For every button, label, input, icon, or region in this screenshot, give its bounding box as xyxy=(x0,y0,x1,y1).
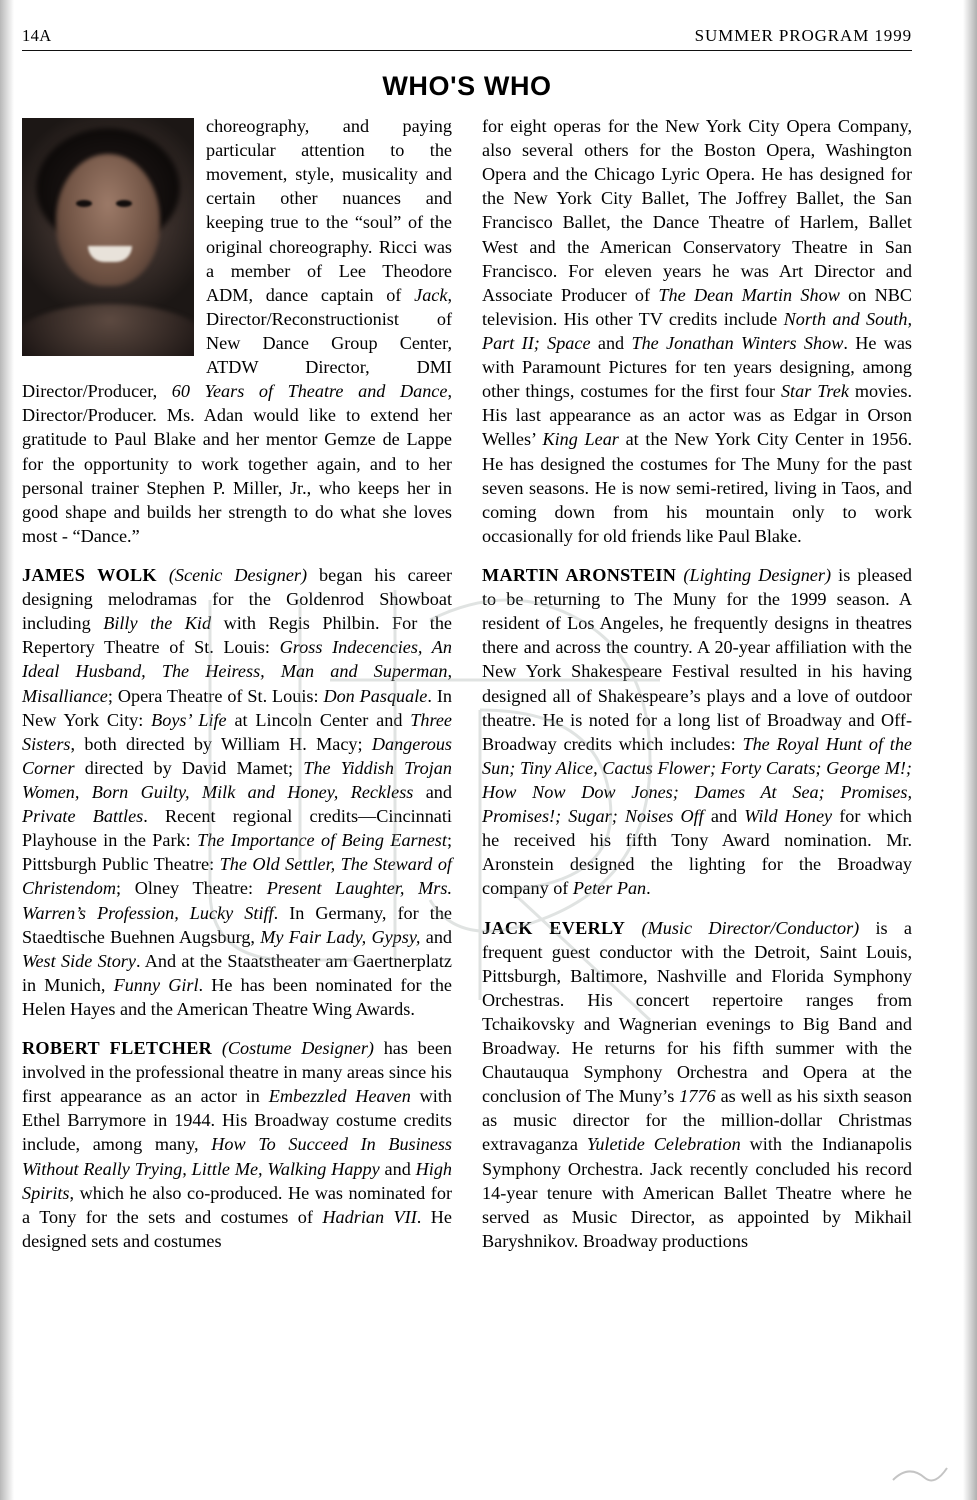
fletcher-text-4: , which he also co-produced. He was nominated for a Tony for the sets and costumes of xyxy=(22,1182,452,1227)
ricci-text-3: , Director/Producer. Ms. Adan would like to extend her gratitude to Paul Blake and her mentor Gemze de Lappe for the opportunity to work together again, and to her personal trainer Stephen P. Miller, Jr., who keeps her in good shape and builds her strength to do what she loves most - “Dance.” xyxy=(22,381,452,546)
fletcher-cont-text-4: . He was with Paramount Pictures for ten years designing, among other things, costumes for the first four xyxy=(482,332,913,402)
photo-eye-left xyxy=(76,200,92,207)
photo-shoulders-shape xyxy=(22,304,194,356)
wolk-title-12: My Fair Lady, Gypsy, xyxy=(260,926,421,947)
performer-headshot-photo xyxy=(22,118,194,356)
wolk-title-11: Present Laughter, Mrs. Warren’s Profession, Lucky Stiff xyxy=(22,878,452,923)
fletcher-cont-title-4: Star Trek xyxy=(780,381,849,402)
everly-text-3: with the Indianapolis Symphony Orchestra. Jack recently concluded his record 14-year tenure with American Ballet Theatre where he served as Music Director, as appointed by Mikhail Baryshnikov. Broadway productions xyxy=(482,1134,913,1251)
ricci-text-1: choreography, and paying particular attention to the movement, style, musicality and certain other nuances and keeping true to the “soul” of the original choreography. Ricci was a member of Lee Theodore ADM, dance captain of xyxy=(206,116,452,305)
ricci-text-2: , Director/Reconstructionist of New Dance Group Center, ATDW Director, DMI Director/Producer, xyxy=(22,284,452,402)
bio-role-martin-aronstein: (Lighting Designer) xyxy=(683,564,832,585)
everly-title-1: 1776 xyxy=(679,1086,716,1107)
wolk-title-3: Don Pasquale xyxy=(323,685,428,706)
wolk-text-2: with Regis Philbin. For the Repertory Theatre of St. Louis: xyxy=(22,613,453,658)
wolk-text-11: ; Olney Theatre: xyxy=(115,878,267,899)
fletcher-cont-title-2: North and South, Part II; Space xyxy=(482,308,912,353)
page-title: WHO'S WHO xyxy=(382,71,552,101)
photo-face-shape xyxy=(56,154,160,286)
fletcher-cont-text-2: on NBC television. His other TV credits include xyxy=(482,284,912,329)
page-folio: 14A xyxy=(22,26,52,45)
bio-role-jack-everly: (Music Director/Conductor) xyxy=(641,917,860,938)
wolk-text-7: directed by David Mamet; xyxy=(74,757,304,778)
wolk-text-6: , both directed by William H. Macy; xyxy=(70,733,372,754)
wolk-text-5: at Lincoln Center and xyxy=(226,709,411,730)
page-header xyxy=(22,26,912,51)
fletcher-cont-title-5: King Lear xyxy=(542,429,619,450)
wolk-title-10: The Old Settler, The Steward of Christendom xyxy=(22,854,452,899)
right-column xyxy=(482,114,912,1253)
two-column-body xyxy=(22,114,912,1253)
wolk-text-13: and xyxy=(420,926,453,947)
ricci-title-sixty-years: 60 Years of Theatre and Dance xyxy=(171,381,448,402)
wolk-title-7: The Yiddish Trojan Women, Born Guilty, Milk and Honey, Reckless xyxy=(22,757,452,802)
wolk-title-4: Boys’ Life xyxy=(151,709,227,730)
photo-eye-right xyxy=(116,200,132,207)
wolk-text-1: began his career designing melodramas for the Goldenrod Showboat including xyxy=(22,564,453,634)
fletcher-text-1: has been involved in the professional theatre in many areas since his first appearance as an actor in xyxy=(22,1038,453,1107)
aronstein-text-1: is pleased to be returning to The Muny for the 1999 season. A resident of Los Angeles, he frequently designs in theatres there and across the country. A 20-year affiliation with the New York Shakespeare Festival resulted in his having designed all of Shakespeare’s plays and a love of outdoor theatre. He is noted for a long list of Broadway and Off-Broadway credits which includes: xyxy=(482,564,913,754)
bio-jack-everly xyxy=(482,916,912,1254)
wolk-text-3: ; Opera Theatre of St. Louis: xyxy=(107,685,324,706)
wolk-text-4: . In New York City: xyxy=(22,685,452,730)
fletcher-title-1: Embezzled Heaven xyxy=(268,1086,411,1107)
running-head: SUMMER PROGRAM 1999 xyxy=(694,26,912,45)
wolk-title-2: Gross Indecencies, An Ideal Husband, The Heiress, Man and Superman, Misalliance xyxy=(22,637,452,706)
fletcher-text-3: and xyxy=(379,1158,416,1179)
bio-james-wolk xyxy=(22,563,452,1021)
aronstein-text-4: . xyxy=(646,878,651,899)
fletcher-cont-title-1: The Dean Martin Show xyxy=(658,284,840,305)
fletcher-text-2: with Ethel Barrymore in 1944. His Broadway costume credits include, among many, xyxy=(22,1086,452,1155)
wolk-text-14: . And at the Staatstheater am Gaertnerplatz in Munich, xyxy=(22,950,452,995)
page-content xyxy=(22,26,912,1474)
bio-fletcher-continued xyxy=(482,114,912,548)
left-column xyxy=(22,114,452,1253)
everly-text-1: is a frequent guest conductor with the Detroit, Saint Louis, Pittsburgh, Baltimore, Nashville and Florida Symphony Orchestras. His concert repertoire ranges from Tchaikovsky and Wagnerian evenings to Big Band and Broadway. He returns for his fifth summer with the Chautauqua Symphony Orchestra and Opera at the conclusion of The Muny’s xyxy=(482,917,912,1107)
wolk-title-5: Three Sisters xyxy=(22,709,453,754)
wolk-text-12: . In Germany, for the Staedtische Buehnen Augsburg, xyxy=(22,902,452,947)
fletcher-title-3: High Spirits xyxy=(22,1158,453,1203)
wolk-title-13: West Side Story xyxy=(22,950,136,971)
wolk-title-8: Private Battles xyxy=(22,806,144,827)
bio-role-james-wolk: (Scenic Designer) xyxy=(168,564,308,585)
wolk-text-8: and xyxy=(413,781,452,802)
bio-name-robert-fletcher: ROBERT FLETCHER xyxy=(22,1038,213,1059)
bio-robert-fletcher xyxy=(22,1036,452,1253)
fletcher-cont-text-5: movies. His last appearance as an actor was as Edgar in Orson Welles’ xyxy=(482,381,912,450)
everly-text-2: as well as his sixth season as music director for the million-dollar Christmas extravaganza xyxy=(482,1086,913,1155)
fletcher-title-4: Hadrian VII xyxy=(322,1206,417,1227)
wolk-title-1: Billy the Kid xyxy=(103,613,212,634)
aronstein-text-2: and xyxy=(703,806,745,827)
aronstein-text-3: for which he received his fifth Tony Award nomination. Mr. Aronstein designed the lighting for the Broadway company of xyxy=(482,806,912,899)
wolk-text-9: . Recent regional credits—Cincinnati Playhouse in the Park: xyxy=(22,806,452,851)
fletcher-text-5: . He designed sets and costumes xyxy=(22,1206,452,1251)
bio-ricci-continued xyxy=(22,114,452,548)
wolk-title-14: Funny Girl xyxy=(113,974,199,995)
wolk-text-15: . He has been nominated for the Helen Hayes and the American Theatre Wing Awards. xyxy=(22,974,452,1019)
bio-role-robert-fletcher: (Costume Designer) xyxy=(221,1038,374,1059)
fletcher-cont-text-3: and xyxy=(590,332,632,353)
fletcher-cont-text-6: at the New York City Center in 1956. He has designed the costumes for The Muny for the past seven seasons. He is now semi-retired, living in Taos, and coming down from his mountain only to work occasionally for old friends like Paul Blake. xyxy=(482,429,912,546)
bio-name-martin-aronstein: MARTIN ARONSTEIN xyxy=(482,564,677,585)
ricci-title-jack: Jack xyxy=(414,284,448,305)
wolk-text-10: ; Pittsburgh Public Theatre: xyxy=(22,830,452,875)
bio-martin-aronstein xyxy=(482,563,912,901)
fletcher-cont-title-3: The Jonathan Winters Show xyxy=(631,332,844,353)
aronstein-title-2: Wild Honey xyxy=(744,806,833,827)
aronstein-titles-1: The Royal Hunt of the Sun; Tiny Alice, Cactus Flower; Forty Carats; George M!; How Now Dow Jones; Dames At Sea; Promises, Promises!; Sugar; Noises Off xyxy=(482,733,912,827)
fletcher-cont-text-1: for eight operas for the New York City Opera Company, also several others for the Boston Opera, Washington Opera and the Chicago Lyric Opera. He has designed for the New York City Ballet, The Joffrey Ballet, the San Francisco Ballet, the Dance Theatre of Harlem, Ballet West and the American Conservatory Theatre in San Francisco. For eleven years he was Art Director and Associate Producer of xyxy=(482,116,912,305)
bio-name-jack-everly: JACK EVERLY xyxy=(482,917,626,938)
aronstein-title-3: Peter Pan xyxy=(572,878,647,899)
everly-title-2: Yuletide Celebration xyxy=(586,1134,741,1155)
wolk-title-6: Dangerous Corner xyxy=(22,733,452,778)
wolk-title-9: The Importance of Being Earnest xyxy=(197,830,447,851)
bio-name-james-wolk: JAMES WOLK xyxy=(22,564,157,585)
fletcher-title-2: How To Succeed In Business Without Really Trying, Little Me, Walking Happy xyxy=(22,1134,453,1179)
